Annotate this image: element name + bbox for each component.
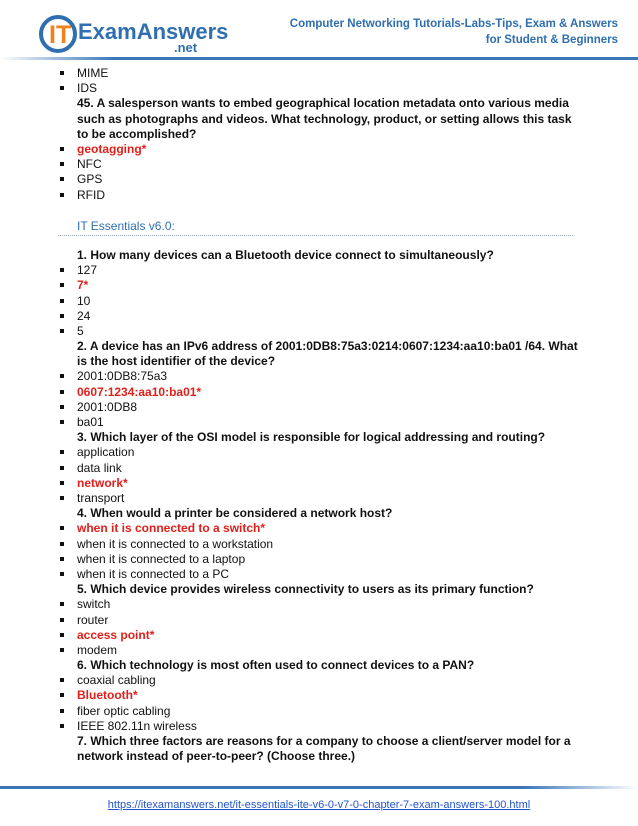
question-text: 2. A device has an IPv6 address of 2001:0DB8:75a3:0214:0607:1234:aa10:ba01 /64. What is the host identifier of the device? <box>77 339 578 369</box>
square-bullet-icon <box>60 526 64 530</box>
option-text: when it is connected to a laptop <box>77 551 246 566</box>
answer-option <box>58 491 578 506</box>
option-text: when it is connected to a PC <box>77 566 230 581</box>
tagline-line-2: for Student & Beginners <box>485 34 618 46</box>
answer-option <box>58 81 578 96</box>
question-text: 45. A salesperson wants to embed geographical location metadata onto various media such as photographs and videos. What technology, product, or setting allows this task to be accomplished? <box>77 96 572 141</box>
option-text: IEEE 802.11n wireless <box>77 718 197 733</box>
answer-option <box>58 294 578 309</box>
answer-option <box>58 188 578 203</box>
option-text: network* <box>77 475 128 490</box>
logo-exam-text: ExamAnswers <box>78 19 229 44</box>
square-bullet-icon <box>60 648 64 652</box>
square-bullet-icon <box>60 709 64 713</box>
option-text: 10 <box>77 293 91 308</box>
square-bullet-icon <box>60 557 64 561</box>
square-bullet-icon <box>60 177 64 181</box>
option-text: when it is connected to a workstation <box>77 536 274 551</box>
option-text: 24 <box>77 308 91 323</box>
option-text: ba01 <box>77 415 104 430</box>
exam-content <box>58 66 578 764</box>
option-text: data link <box>77 460 122 475</box>
square-bullet-icon <box>60 86 64 90</box>
option-text: IDS <box>77 81 98 96</box>
option-text: 2001:0DB8:75a3 <box>77 369 168 384</box>
option-text: modem <box>77 642 118 657</box>
answer-option <box>58 172 578 187</box>
question-text: 4. When would a printer be considered a network host? <box>77 506 393 521</box>
square-bullet-icon <box>60 602 64 606</box>
square-bullet-icon <box>60 466 64 470</box>
square-bullet-icon <box>60 633 64 637</box>
logo-it-text: IT <box>49 21 72 49</box>
option-text: when it is connected to a switch* <box>77 521 266 536</box>
site-tagline <box>290 16 618 48</box>
correct-answer-option <box>58 142 578 157</box>
option-text: 127 <box>77 263 98 278</box>
correct-answer-option <box>58 521 578 536</box>
answer-option <box>58 613 578 628</box>
answer-option <box>58 461 578 476</box>
answer-option <box>58 719 578 734</box>
square-bullet-icon <box>60 496 64 500</box>
answer-option <box>58 400 578 415</box>
question-text: 3. Which layer of the OSI model is responsible for logical addressing and routing? <box>77 430 546 445</box>
footer-divider <box>0 786 638 789</box>
question-text: 7. Which three factors are reasons for a company to choose a client/server model for a network instead of peer-to-peer? (Choose three.) <box>77 734 571 764</box>
question-text: 1. How many devices can a Bluetooth device connect to simultaneously? <box>77 247 494 262</box>
question-text: 5. Which device provides wireless connectivity to users as its primary function? <box>77 582 534 597</box>
answer-option <box>58 415 578 430</box>
answer-option <box>58 369 578 384</box>
option-text: 5 <box>77 323 84 338</box>
tagline-line-1: Computer Networking Tutorials-Labs-Tips, Exam & Answers <box>289 18 618 30</box>
option-text: Bluetooth* <box>77 688 138 703</box>
option-text: geotagging* <box>77 141 147 156</box>
option-text: GPS <box>77 172 103 187</box>
square-bullet-icon <box>60 374 64 378</box>
option-text: application <box>77 445 135 460</box>
footer-url-link[interactable]: https://itexamanswers.net/it-essentials-ite-v6-0-v7-0-chapter-7-exam-answers-100.html <box>107 799 531 811</box>
question-text: 6. Which technology is most often used to connect devices to a PAN? <box>77 658 475 673</box>
answer-option <box>58 643 578 658</box>
itexamanswers-logo[interactable] <box>38 10 229 56</box>
answer-option <box>58 552 578 567</box>
square-bullet-icon <box>60 329 64 333</box>
square-bullet-icon <box>60 405 64 409</box>
page-header <box>0 0 638 62</box>
option-text: fiber optic cabling <box>77 703 171 718</box>
square-bullet-icon <box>60 481 64 485</box>
square-bullet-icon <box>60 678 64 682</box>
square-bullet-icon <box>60 693 64 697</box>
correct-answer-option <box>58 278 578 293</box>
square-bullet-icon <box>60 283 64 287</box>
square-bullet-icon <box>60 390 64 394</box>
option-text: access point* <box>77 627 155 642</box>
square-bullet-icon <box>60 542 64 546</box>
square-bullet-icon <box>60 618 64 622</box>
square-bullet-icon <box>60 162 64 166</box>
answer-option <box>58 66 578 81</box>
answer-option <box>58 537 578 552</box>
square-bullet-icon <box>60 299 64 303</box>
answer-option <box>58 324 578 339</box>
option-text: 0607:1234:aa10:ba01* <box>77 384 202 399</box>
answer-option <box>58 567 578 582</box>
correct-answer-option <box>58 688 578 703</box>
answer-option <box>58 309 578 324</box>
option-text: 7* <box>77 278 89 293</box>
square-bullet-icon <box>60 314 64 318</box>
square-bullet-icon <box>60 572 64 576</box>
square-bullet-icon <box>60 71 64 75</box>
section-heading: IT Essentials v6.0: <box>58 219 573 236</box>
square-bullet-icon <box>60 724 64 728</box>
square-bullet-icon <box>60 450 64 454</box>
correct-answer-option <box>58 628 578 643</box>
header-divider <box>0 57 638 60</box>
correct-answer-option <box>58 476 578 491</box>
square-bullet-icon <box>60 193 64 197</box>
square-bullet-icon <box>60 147 64 151</box>
option-text: MIME <box>77 66 109 80</box>
logo-net-text: .net <box>174 40 198 55</box>
correct-answer-option <box>58 385 578 400</box>
answer-option <box>58 263 578 278</box>
answer-option <box>58 673 578 688</box>
option-text: router <box>77 612 109 627</box>
option-text: 2001:0DB8 <box>77 399 138 414</box>
option-text: RFID <box>77 187 105 202</box>
answer-option <box>58 445 578 460</box>
answer-option <box>58 597 578 612</box>
square-bullet-icon <box>60 420 64 424</box>
option-text: transport <box>77 491 125 505</box>
square-bullet-icon <box>60 268 64 272</box>
option-text: NFC <box>77 157 102 172</box>
answer-option <box>58 704 578 719</box>
option-text: switch <box>77 597 111 612</box>
answer-option <box>58 157 578 172</box>
option-text: coaxial cabling <box>77 673 156 688</box>
